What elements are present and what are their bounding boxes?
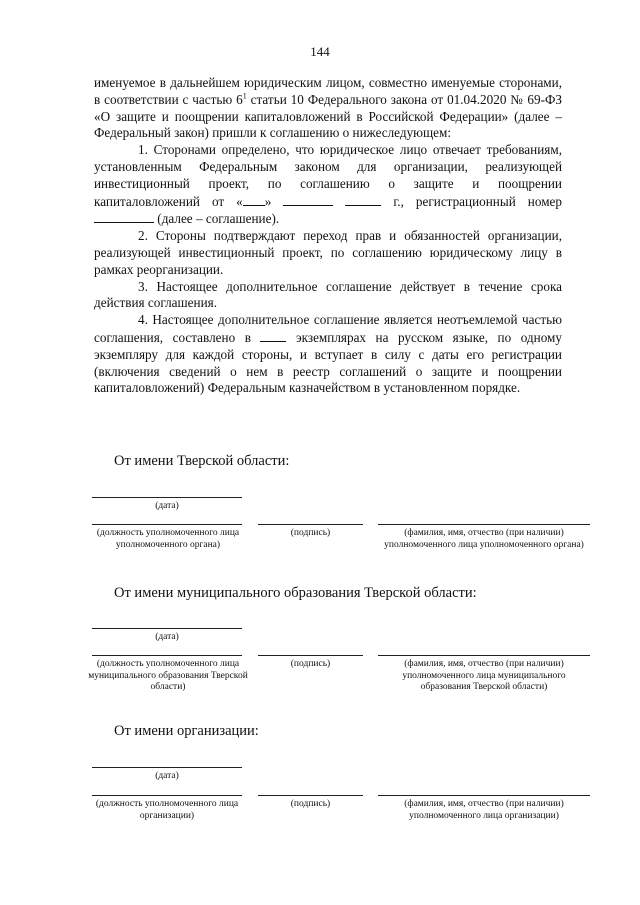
date-caption: (дата) — [155, 771, 179, 781]
clause-4-text: 4. Настоящее дополнительное соглашение является неотъемлемой частью соглашения, составлено в — [94, 312, 562, 345]
intro-paragraph — [94, 75, 562, 142]
intro-text: именуемое в дальнейшем юридическим лицом, совместно именуемые сторонами, в соответствии с частью 6 — [94, 75, 562, 107]
copies-blank — [260, 329, 286, 342]
signature-line — [258, 655, 363, 656]
reg-number-blank — [94, 210, 154, 223]
clause-3: 3. Настоящее дополнительное соглашение действует в течение срока действия соглашения. — [94, 278, 562, 311]
position-caption: (должность уполномоченного лица организации) — [95, 799, 239, 821]
signature-line — [258, 524, 363, 525]
intro-text-cont: статьи 10 Федерального закона от 01.04.2020 № 69-ФЗ «О защите и поощрении капиталовложений в Российской Федерации» (далее – Федеральный закон) пришли к соглашению о нижеследующем: — [94, 91, 562, 141]
name-caption: (фамилия, имя, отчество (при наличии) уполномоченного лица уполномоченного органа) — [384, 528, 584, 550]
section-title-organization: От имени организации: — [114, 723, 259, 739]
position-caption: (должность уполномоченного лица уполномоченного органа) — [96, 528, 240, 550]
clause-1-text: 1. Сторонами определено, что юридическое лицо отвечает требованиям, установленным Федеральным законом для организации, реализующей инвестиционный проект, по соглашению о защите и поощрении капиталовложений от « — [94, 142, 562, 209]
name-line — [378, 795, 590, 796]
date-caption: (дата) — [155, 632, 179, 642]
signature-caption: (подпись) — [290, 528, 331, 538]
signature-caption: (подпись) — [290, 799, 331, 809]
name-caption: (фамилия, имя, отчество (при наличии) уполномоченного лица муниципального образования Тверской области) — [402, 659, 566, 692]
signature-caption: (подпись) — [290, 659, 331, 669]
position-caption: (должность уполномоченного лица муниципального образования Тверской области) — [88, 659, 248, 692]
clause-4-end: экземплярах на русском языке, по одному экземпляру для каждой стороны, и вступает в силу с даты его регистрации (включения сведений о нем в реестр соглашений о защите и поощрении капиталовложений) Федеральным казначейством в установленном порядке. — [94, 329, 562, 396]
date-line — [92, 628, 242, 629]
name-caption: (фамилия, имя, отчество (при наличии) уполномоченного лица организации) — [404, 799, 564, 821]
clause-1-end: (далее – соглашение). — [154, 211, 280, 227]
page-number: 144 — [310, 44, 330, 59]
month-blank — [283, 193, 333, 206]
section-title-region: От имени Тверской области: — [114, 453, 290, 469]
intro-superscript: 1 — [242, 91, 247, 101]
clause-1-reg: г., регистрационный номер — [381, 193, 562, 209]
date-line — [92, 497, 242, 498]
position-line — [92, 524, 242, 525]
clause-1 — [94, 142, 562, 228]
day-blank — [243, 193, 265, 206]
signature-line — [258, 795, 363, 796]
clause-2: 2. Стороны подтверждают переход прав и обязанностей организации, реализующей инвестиционный проект, по соглашению юридическому лицу в рамках реорганизации. — [94, 228, 562, 277]
clause-1-quote: » — [264, 193, 284, 209]
section-title-municipality: От имени муниципального образования Тверской области: — [114, 585, 477, 601]
position-line — [92, 655, 242, 656]
date-caption: (дата) — [155, 501, 179, 511]
date-line — [92, 767, 242, 768]
name-line — [378, 524, 590, 525]
name-line — [378, 655, 590, 656]
clause-4 — [94, 312, 562, 397]
year-blank — [345, 193, 381, 206]
agreement-body — [94, 75, 562, 397]
position-line — [92, 795, 242, 796]
